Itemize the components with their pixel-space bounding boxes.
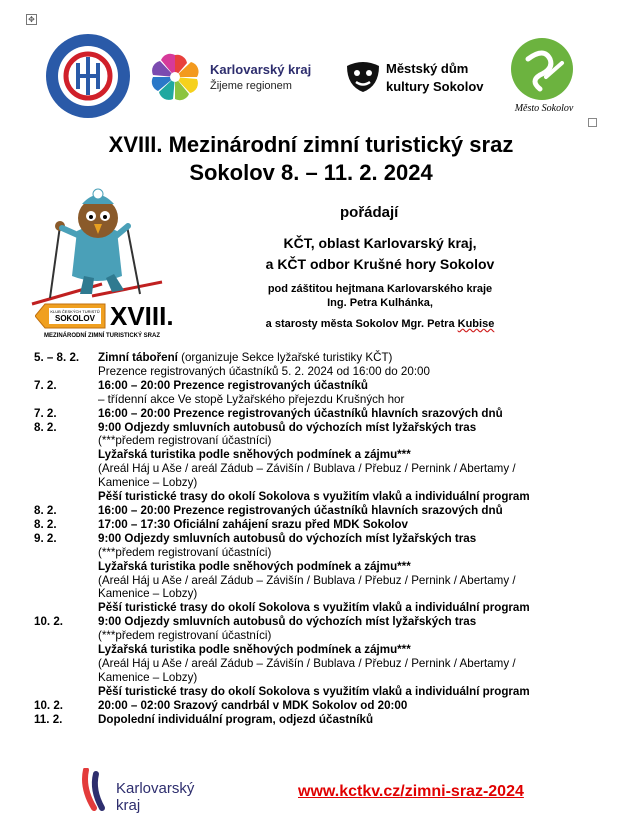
skier-bird-mascot-image xyxy=(22,186,172,306)
schedule-line-text: (***předem registrovaní účastníci) xyxy=(98,545,272,559)
title-line-1: XVIII. Mezinárodní zimní turistický sraz xyxy=(108,132,514,157)
patron-name-kubise: Kubise xyxy=(457,318,495,330)
resize-handle-icon[interactable] xyxy=(588,118,597,127)
kv-logo-slogan: Žijeme regionem xyxy=(210,80,292,92)
organizer-line-2: a KČT odbor Krušné hory Sokolov xyxy=(265,256,495,272)
schedule-line-text: (Areál Háj u Aše / areál Zádub – Závišín / Bublava / Přebuz / Pernink / Abertamy / xyxy=(98,656,516,670)
sokolov-logo-label: Město Sokolov xyxy=(514,103,574,114)
kv-logo-title: Karlovarský kraj xyxy=(210,62,312,77)
schedule-line xyxy=(98,629,614,643)
organizers xyxy=(200,233,560,275)
signpost-small-text: KLUB ČESKÝCH TURISTŮ xyxy=(50,309,100,314)
schedule-date: 7. 2. xyxy=(34,378,57,392)
schedule-date: 10. 2. xyxy=(34,615,64,629)
schedule-line xyxy=(98,560,614,574)
organizer-line-1: KČT, oblast Karlovarský kraj, xyxy=(283,235,477,251)
schedule-date: 8. 2. xyxy=(34,503,57,517)
schedule-line xyxy=(98,657,614,671)
schedule-line-bold: 9:00 Odjezdy smluvních autobusů do výchozích míst lyžařských tras xyxy=(98,420,477,434)
schedule-content xyxy=(98,351,614,379)
schedule-line xyxy=(98,434,614,448)
schedule-content xyxy=(98,699,614,713)
schedule-date: 10. 2. xyxy=(34,698,64,712)
schedule-row xyxy=(34,615,614,698)
schedule-line xyxy=(98,713,614,727)
schedule-line xyxy=(98,462,614,476)
schedule-content xyxy=(98,407,614,421)
schedule-row xyxy=(34,518,614,532)
schedule-content xyxy=(98,532,614,615)
schedule-line-bold: 20:00 – 02:00 Srazový candrbál v MDK Sokolov od 20:00 xyxy=(98,698,408,712)
schedule-line-text: Kamenice – Lobzy) xyxy=(98,476,198,490)
footer-kv-line2: kraj xyxy=(116,797,141,814)
schedule-line xyxy=(98,671,614,685)
schedule-line-bold: Pěší turistické trasy do okolí Sokolova s využitím vlaků a individuální program xyxy=(98,684,530,698)
schedule-line-bold: 9:00 Odjezdy smluvních autobusů do výchozích míst lyžařských tras xyxy=(98,531,477,545)
schedule-content xyxy=(98,504,614,518)
mdk-logo-text xyxy=(386,60,484,96)
schedule-row xyxy=(34,504,614,518)
schedule-row xyxy=(34,421,614,504)
schedule-line xyxy=(98,601,614,615)
organizers-heading: pořádají xyxy=(340,204,399,221)
schedule-line-bold: Pěší turistické trasy do okolí Sokolova s využitím vlaků a individuální program xyxy=(98,490,530,504)
schedule-row xyxy=(34,532,614,615)
schedule-line xyxy=(98,393,614,407)
karlovarsky-kraj-footer-icon xyxy=(80,768,116,818)
karlovarsky-kraj-logo-text xyxy=(210,62,311,94)
schedule-line xyxy=(98,448,614,462)
schedule-line-bold: Lyžařská turistika podle sněhových podmínek a zájmu*** xyxy=(98,559,411,573)
schedule-date: 9. 2. xyxy=(34,531,57,545)
schedule-line-text: (***předem registrovaní účastníci) xyxy=(98,629,272,643)
badge-number: XVIII. xyxy=(110,301,174,331)
schedule-line xyxy=(98,532,614,546)
patron-line-2: Ing. Petra Kulhánka, xyxy=(327,297,433,309)
mdk-mask-icon xyxy=(343,56,383,96)
schedule-line-bold: 16:00 – 20:00 Prezence registrovaných účastníků xyxy=(98,378,369,392)
schedule-line-text: (***předem registrovaní účastníci) xyxy=(98,434,272,448)
schedule-line-text: – třídenní akce Ve stopě Lyžařského přejezdu Krušných hor xyxy=(98,392,405,406)
schedule-line-text: Prezence registrovaných účastníků 5. 2. 2024 od 16:00 do 20:00 xyxy=(98,364,430,378)
schedule-line xyxy=(98,490,614,504)
schedule-content xyxy=(98,518,614,532)
title-line-2: Sokolov 8. – 11. 2. 2024 xyxy=(189,160,433,185)
schedule-line xyxy=(98,351,614,365)
schedule-line xyxy=(98,643,614,657)
schedule-line xyxy=(98,407,614,421)
schedule-line xyxy=(98,518,614,532)
schedule-line xyxy=(98,504,614,518)
schedule-date: 5. – 8. 2. xyxy=(34,351,80,364)
event-website-link[interactable]: www.kctkv.cz/zimni-sraz-2024 xyxy=(298,783,524,800)
schedule-line-text: Kamenice – Lobzy) xyxy=(98,587,198,601)
sokolov-signpost-icon xyxy=(35,302,107,330)
mdk-line2: kultury Sokolov xyxy=(386,79,484,94)
schedule-row xyxy=(34,699,614,713)
schedule-line xyxy=(98,699,614,713)
schedule-date: 11. 2. xyxy=(34,712,63,726)
schedule-line xyxy=(98,379,614,393)
schedule-content xyxy=(98,615,614,698)
mdk-line1: Městský dům xyxy=(386,61,469,76)
footer-kv-line1: Karlovarský xyxy=(116,780,195,797)
schedule-line-bold: Lyžařská turistika podle sněhových podmínek a zájmu*** xyxy=(98,643,411,657)
schedule-line-text: (Areál Háj u Aše / areál Zádub – Závišín / Bublava / Přebuz / Pernink / Abertamy / xyxy=(98,573,516,587)
schedule-date: 8. 2. xyxy=(34,517,57,531)
schedule-line-text: Kamenice – Lobzy) xyxy=(98,670,198,684)
schedule-date: 8. 2. xyxy=(34,420,57,434)
schedule-line xyxy=(98,476,614,490)
schedule-line-bold: 9:00 Odjezdy smluvních autobusů do výchozích míst lyžařských tras xyxy=(98,615,477,629)
patron-line-1: pod záštitou hejtmana Karlovarského kraje xyxy=(267,283,493,295)
patron-line-3 xyxy=(200,318,560,330)
schedule-line-text: (Areál Háj u Aše / areál Zádub – Závišín / Bublava / Přebuz / Pernink / Abertamy / xyxy=(98,462,516,476)
schedule-line-bold: Lyžařská turistika podle sněhových podmínek a zájmu*** xyxy=(98,448,411,462)
schedule-content xyxy=(98,421,614,504)
schedule-line xyxy=(98,365,614,379)
move-anchor-icon[interactable]: ✥ xyxy=(26,14,37,25)
schedule-line xyxy=(98,546,614,560)
schedule-line xyxy=(98,615,614,629)
schedule-line xyxy=(98,574,614,588)
schedule-list xyxy=(34,351,614,726)
schedule-line-bold: Zimní táboření xyxy=(98,351,178,364)
mesto-sokolov-logo xyxy=(510,37,574,101)
schedule-line-bold: Pěší turistické trasy do okolí Sokolova s využitím vlaků a individuální program xyxy=(98,601,530,615)
karlovarsky-kraj-footer-text xyxy=(116,780,194,814)
patron-line-3-text: a starosty města Sokolov Mgr. Petra xyxy=(265,318,458,330)
schedule-row xyxy=(34,351,614,379)
karlovarsky-kraj-pinwheel-icon xyxy=(150,52,200,102)
signpost-text: SOKOLOV xyxy=(54,314,96,323)
schedule-line-bold: Dopolední individuální program, odjezd účastníků xyxy=(98,712,374,726)
schedule-line-bold: 17:00 – 17:30 Oficiální zahájení srazu před MDK Sokolov xyxy=(98,517,408,531)
badge-caption: MEZINÁRODNÍ ZIMNÍ TURISTICKÝ SRAZ xyxy=(44,333,160,339)
schedule-row xyxy=(34,713,614,727)
schedule-line xyxy=(98,421,614,435)
schedule-line-bold: 16:00 – 20:00 Prezence registrovaných účastníků hlavních srazových dnů xyxy=(98,406,503,420)
patronage xyxy=(200,282,560,310)
schedule-row xyxy=(34,407,614,421)
schedule-date: 7. 2. xyxy=(34,406,57,420)
schedule-content xyxy=(98,713,614,727)
schedule-row xyxy=(34,379,614,407)
schedule-line-text: (organizuje Sekce lyžařské turistiky KČT) xyxy=(177,351,393,364)
kct-logo xyxy=(45,33,131,119)
schedule-line xyxy=(98,685,614,699)
schedule-line-bold: 16:00 – 20:00 Prezence registrovaných účastníků hlavních srazových dnů xyxy=(98,503,503,517)
page-title xyxy=(0,131,622,187)
schedule-content xyxy=(98,379,614,407)
schedule-line xyxy=(98,587,614,601)
